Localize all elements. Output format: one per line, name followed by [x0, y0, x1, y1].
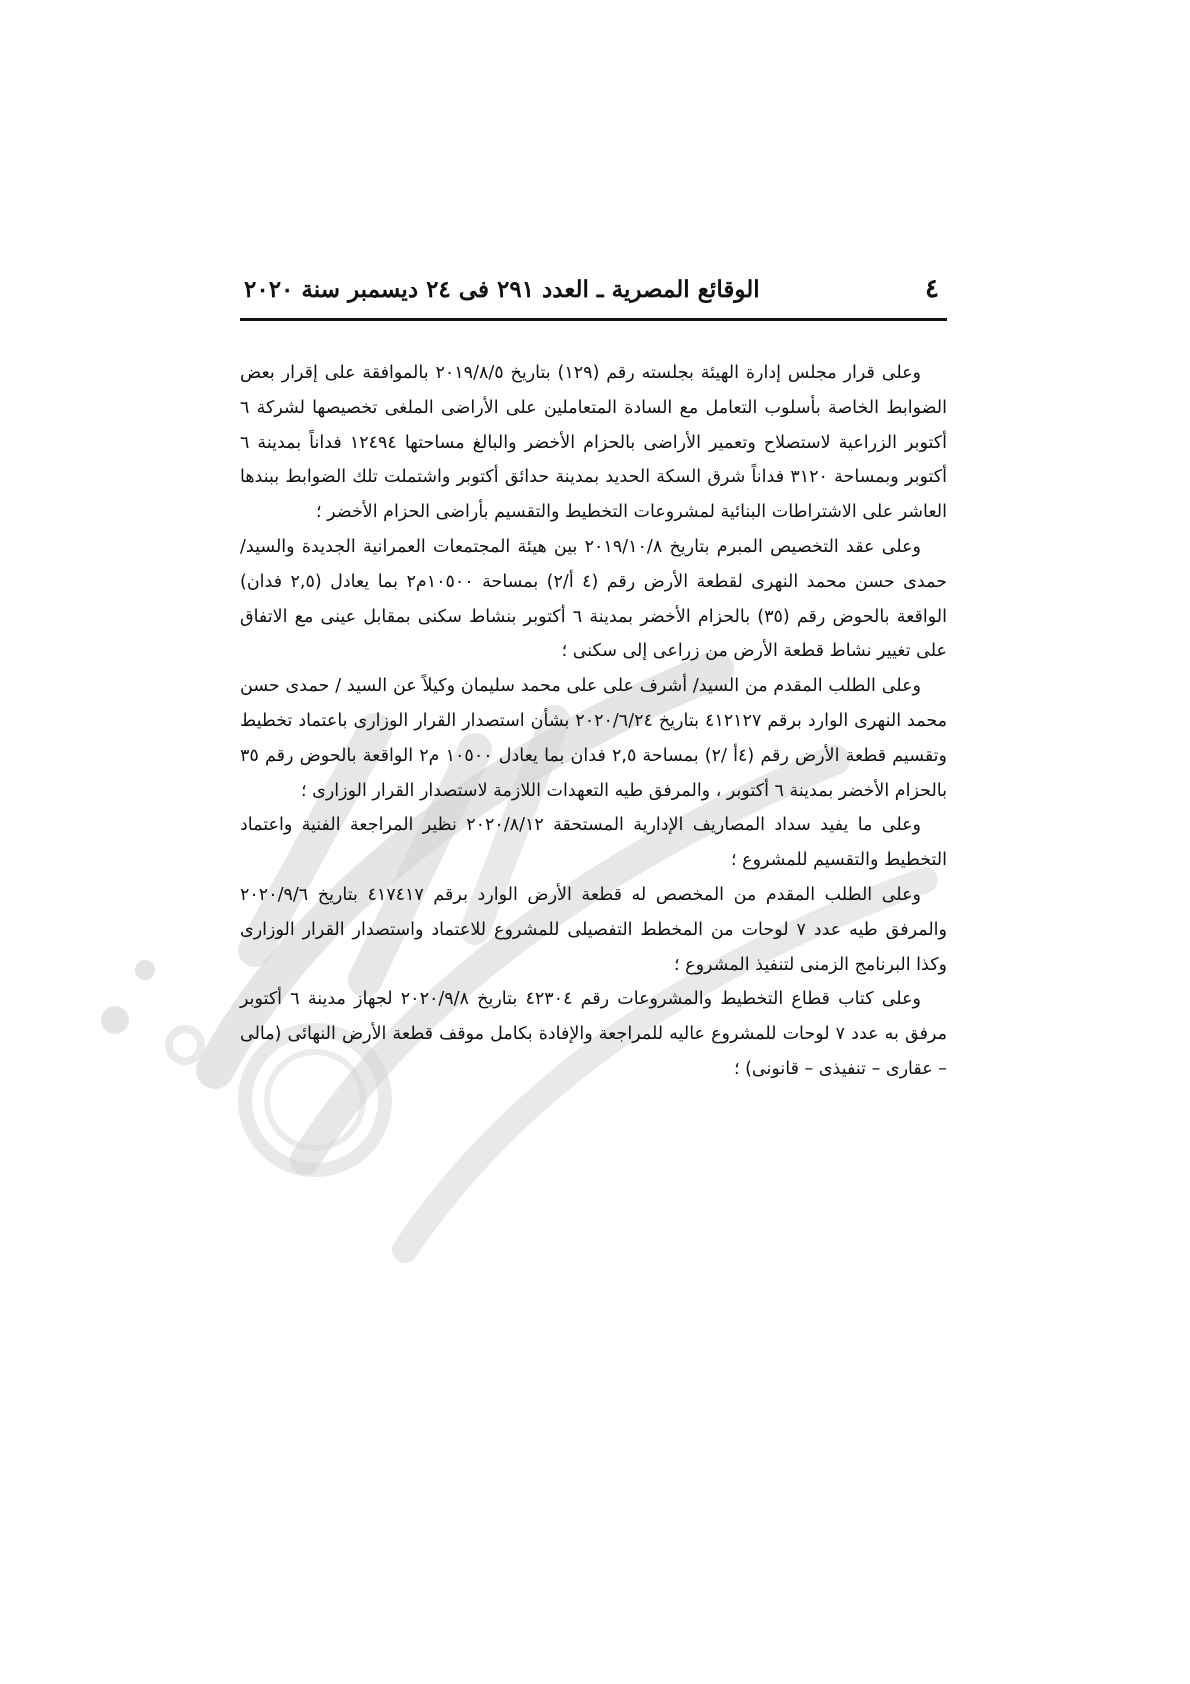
- page-header: [240, 270, 947, 308]
- page-number: ٤: [925, 274, 939, 304]
- paragraph: وعلى الطلب المقدم من السيد/ أشرف على على محمد سليمان وكيلاً عن السيد / حمدى حسن محمد النهرى الوارد برقم ٤١٢١٢٧ بتاريخ ٢٠٢٠/٦/٢٤ بشأن استصدار القرار الوزارى باعتماد تخطيط وتقسيم قطعة الأرض رقم (٤أ /٢) بمساحة ٢,٥ فدان بما يعادل ١٠٥٠٠ م٢ الواقعة بالحوض رقم ٣٥ بالحزام الأخضر بمدينة ٦ أكتوبر ، والمرفق طيه التعهدات اللازمة لاستصدار القرار الوزارى ؛: [240, 676, 948, 801]
- document-body: [240, 356, 947, 1087]
- paragraph: وعلى كتاب قطاع التخطيط والمشروعات رقم ٤٢٣٠٤ بتاريخ ٢٠٢٠/٩/٨ لجهاز مدينة ٦ أكتوبر مرفق به عدد ٧ لوحات للمشروع عاليه للمراجعة والإفادة بكامل موقف قطعة الأرض النهائى (مالى – عقارى – تنفيذى – قانونى) ؛: [240, 989, 947, 1079]
- paragraph: وعلى عقد التخصيص المبرم بتاريخ ٢٠١٩/١٠/٨ بين هيئة المجتمعات العمرانية الجديدة والسيد/ حمدى حسن محمد النهرى لقطعة الأرض رقم (٤ أ/٢) بمساحة ١٠٥٠٠م٢ بما يعادل (٢,٥ فدان) الواقعة بالحوض رقم (٣٥) بالحزام الأخضر بمدينة ٦ أكتوبر بنشاط سكنى بمقابل عينى مع الاتفاق على تغيير نشاط قطعة الأرض من زراعى إلى سكنى ؛: [240, 536, 947, 662]
- header-divider: [240, 318, 947, 321]
- paragraph: وعلى ما يفيد سداد المصاريف الإدارية المستحقة ٢٠٢٠/٨/١٢ نظير المراجعة الفنية واعتماد التخطيط والتقسيم للمشروع ؛: [240, 815, 947, 871]
- paragraph: وعلى قرار مجلس إدارة الهيئة بجلسته رقم (١٢٩) بتاريخ ٢٠١٩/٨/٥ بالموافقة على إقرار بعض الضوابط الخاصة بأسلوب التعامل مع السادة المتعاملين على الأراضى الملغى تخصيصها لشركة ٦ أكتوبر الزراعية لاستصلاح وتعمير الأراضى بالحزام الأخضر والبالغ مساحتها ١٢٤٩٤ فداناً بمدينة ٦ أكتوبر وبمساحة ٣١٢٠ فداناً شرق السكة الحديد بمدينة حدائق أكتوبر واشتملت تلك الضوابط ببندها العاشر على الاشتراطات البنائية لمشروعات التخطيط والتقسيم بأراضى الحزام الأخضر ؛: [240, 363, 947, 523]
- gazette-title: الوقائع المصرية ـ العدد ٢٩١ فى ٢٤ ديسمبر سنة ٢٠٢٠: [244, 275, 760, 303]
- paragraph: وعلى الطلب المقدم من المخصص له قطعة الأرض الوارد برقم ٤١٧٤١٧ بتاريخ ٢٠٢٠/٩/٦ والمرفق طيه عدد ٧ لوحات من المخطط التفصيلى للمشروع للاعتماد واستصدار القرار الوزارى وكذا البرنامج الزمنى لتنفيذ المشروع ؛: [240, 884, 947, 975]
